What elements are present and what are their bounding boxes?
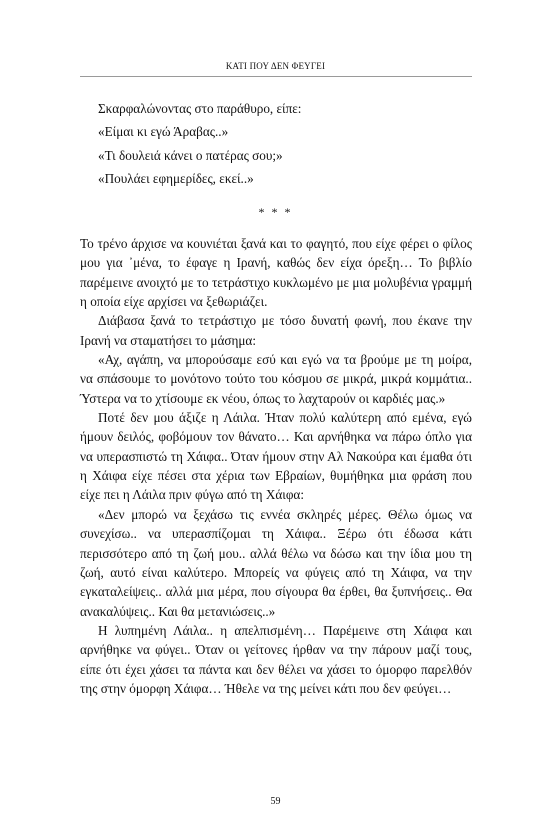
body-text (80, 234, 472, 698)
page-number: 59 (270, 796, 281, 807)
quoted-verse: «Αχ, αγάπη, να μπορούσαμε εσύ και εγώ να τα βρούμε με τη μοίρα, να σπάσουμε το μονότονο τούτο του κόσμου σε μικρά, μικρά κομμάτια.. Ύστερα να το χτίσουμε εκ νέου, όπως το λαχταρούν οι καρδιές μας.» (80, 352, 472, 406)
quoted-speech: «Δεν μπορώ να ξεχάσω τις εννέα σκληρές μέρες. Θέλω όμως να συνεχίσω.. να υπερασπίζομαι τη Χάιφα.. Ξέρω ότι έδωσα κάτι περισσότερο από τη ζωή μου.. αλλά θέλω να δώσω και την ίδια μου τη ζωή, αυτό είναι καλύτερο. Μπορείς να φύγεις από τη Χάιφα, να την εγκαταλείψεις.. αλλά μια μέρα, που σίγουρα θα έρθει, θα ξυπνήσεις.. Θα ανακαλύψεις.. Και θα μετανιώσεις..» (80, 506, 472, 619)
dialogue-line: «Τι δουλειά κάνει ο πατέρας σου;» (98, 147, 283, 163)
paragraph: Το τρένο άρχισε να κουνιέται ξανά και το φαγητό, που είχε φέρει ο φίλος μου για ᾽μένα, το έφαγε η Ιρανή, καθώς δεν είχα όρεξη… Το βιβλίο παρέμεινε ανοιχτό με το τετράστιχο κυκλωμένο με μια μολυβένια γραμμή η οποία είχε αρχίσει να ξεθωριάζει. (80, 236, 472, 310)
dialogue-line: «Είμαι κι εγώ Άραβας..» (98, 124, 229, 140)
paragraph: Η λυπημένη Λάιλα.. η απελπισμένη… Παρέμεινε στη Χάιφα και αρνήθηκε να φύγει.. Όταν οι γείτονες ήρθαν να την πάρουν μαζί τους, είπε ότι έχει χάσει τα πάντα και δεν θέλει να χάσει το όμορφο παρελθόν της στην όμορφη Χάιφα… Ήθελε να της μείνει κάτι που δεν φεύγει… (80, 622, 472, 696)
paragraph: Ποτέ δεν μου άξιζε η Λάιλα. Ήταν πολύ καλύτερη από εμένα, εγώ ήμουν δειλός, φοβόμουν τον θάνατο… Και αρνήθηκα να πάρω όπλο για να υπερασπιστώ τη Χάιφα.. Όταν ήμουν στην Αλ Νακούρα και έμαθα ότι η Χάιφα είχε πέσει στα χέρια των Εβραίων, θυμήθηκα μια φράση που είχε πει η Λάιλα πριν φύγω από τη Χάιφα: (80, 410, 472, 503)
header-rule (80, 76, 472, 77)
running-title: ΚΑΤΙ ΠΟΥ ΔΕΝ ΦΕΥΓΕΙ (225, 61, 326, 71)
dialogue-block (80, 97, 472, 190)
dialogue-line: Σκαρφαλώνοντας στο παράθυρο, είπε: (98, 101, 302, 116)
paragraph: Διάβασα ξανά το τετράστιχο με τόσο δυνατή φωνή, που έκανε την Ιρανή να σταματήσει το μάσημα: (80, 313, 472, 348)
section-separator: * * * (258, 205, 293, 219)
dialogue-line: «Πουλάει εφημερίδες, εκεί..» (98, 170, 254, 186)
